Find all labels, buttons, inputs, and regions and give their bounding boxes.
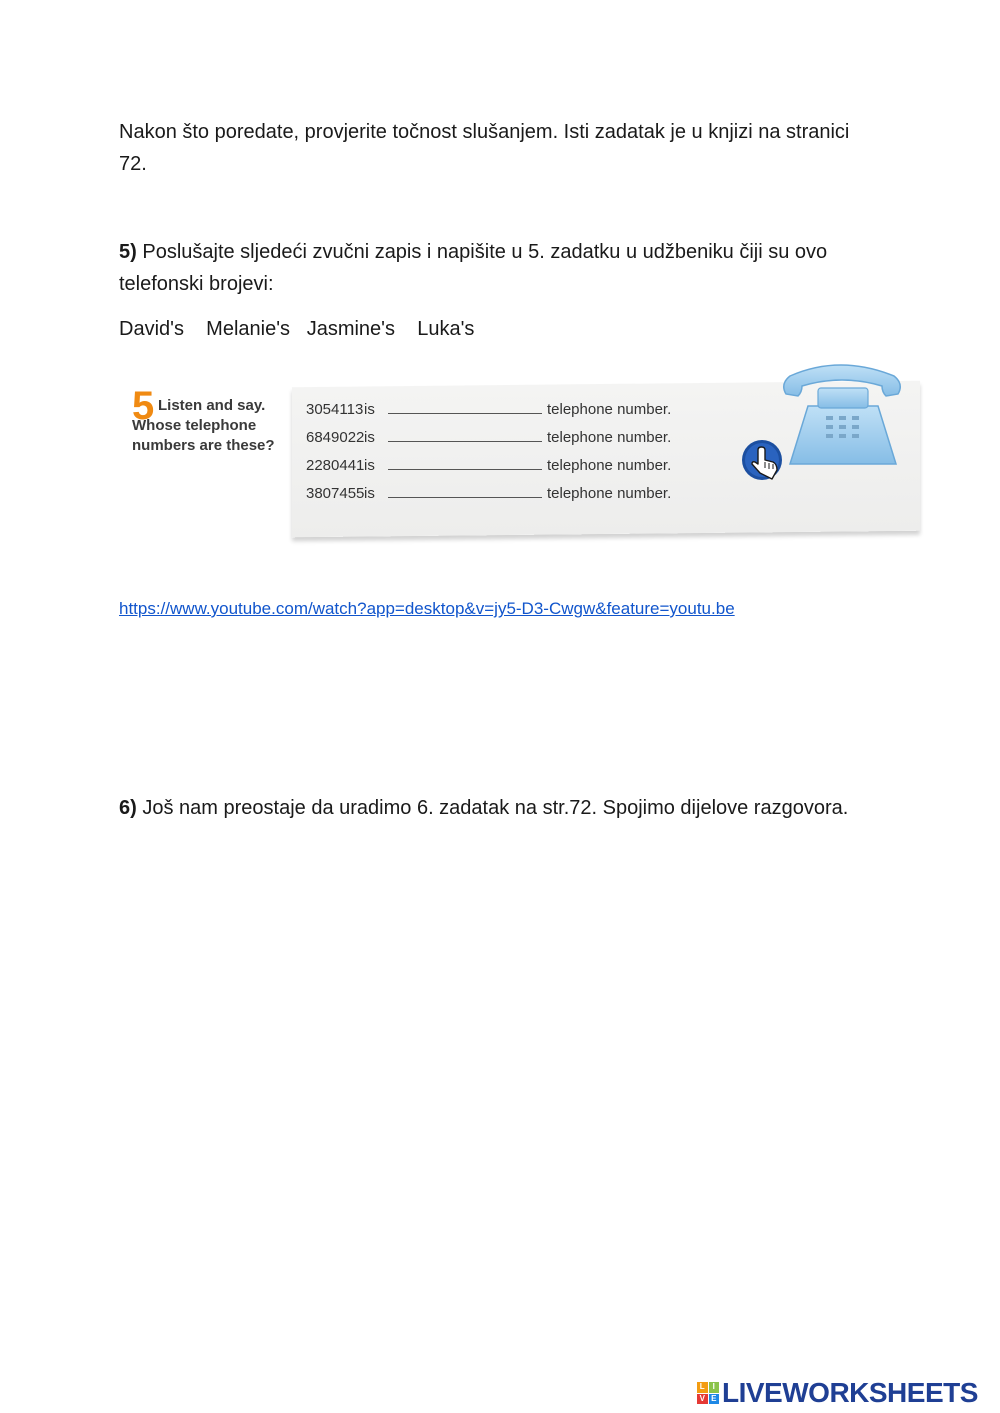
exercise-row	[306, 396, 671, 424]
exercise-row	[306, 424, 671, 452]
logo-mark	[697, 1382, 719, 1404]
phone-number: 3054113	[306, 401, 364, 418]
instruction-line-2: Whose telephone	[132, 417, 257, 434]
liveworksheets-logo	[697, 1378, 978, 1408]
names-list: David's Melanie's Jasmine's Luka's	[119, 318, 475, 340]
logo-text: LIVEWORKSHEETS	[722, 1377, 978, 1408]
row-is: is	[364, 457, 375, 474]
exercise-instruction	[132, 396, 292, 456]
row-suffix: telephone number.	[547, 485, 672, 502]
exercise-5-figure	[128, 362, 928, 542]
logo-mark-letter: E	[709, 1394, 720, 1405]
task-6-text: Još nam preostaje da uradimo 6. zadatak na str.72. Spojimo dijelove razgovora.	[136, 797, 849, 819]
answer-blank	[388, 400, 542, 414]
answer-blank	[388, 456, 542, 470]
row-is: is	[364, 485, 375, 502]
task-5-text: Poslušajte sljedeći zvučni zapis i napišite u 5. zadatku u udžbeniku čiji su ovo telefonski brojevi:	[119, 241, 828, 295]
exercise-row	[306, 452, 671, 480]
exercise-number: 5	[132, 384, 155, 428]
intro-paragraph: Nakon što poredate, provjerite točnost slušanjem. Isti zadatak je u knjizi na stranici 72.	[119, 121, 850, 175]
instruction-line-3: numbers are these?	[132, 437, 275, 454]
row-is: is	[364, 429, 375, 446]
phone-number: 6849022	[306, 429, 365, 446]
task-5-number: 5)	[119, 241, 137, 263]
task-6-number: 6)	[119, 797, 137, 819]
answer-blank	[388, 484, 542, 498]
exercise-row	[306, 480, 671, 508]
task-5-paragraph	[119, 236, 881, 300]
row-suffix: telephone number.	[547, 457, 672, 474]
row-suffix: telephone number.	[547, 401, 672, 418]
phone-number: 3807455	[306, 485, 365, 502]
logo-mark-letter: V	[697, 1394, 708, 1405]
logo-mark-letter: I	[709, 1382, 720, 1393]
logo-mark-letter: L	[697, 1382, 708, 1393]
phone-number: 2280441	[306, 457, 365, 474]
youtube-link[interactable]: https://www.youtube.com/watch?app=desktop&v=jy5-D3-Cwgw&feature=youtu.be	[119, 599, 735, 618]
telephone-icon	[778, 362, 908, 470]
task-6-paragraph	[119, 792, 881, 824]
exercise-rows	[306, 396, 671, 508]
row-suffix: telephone number.	[547, 429, 672, 446]
answer-blank	[388, 428, 542, 442]
instruction-line-1: Listen and say.	[158, 397, 266, 414]
row-is: is	[364, 401, 375, 418]
